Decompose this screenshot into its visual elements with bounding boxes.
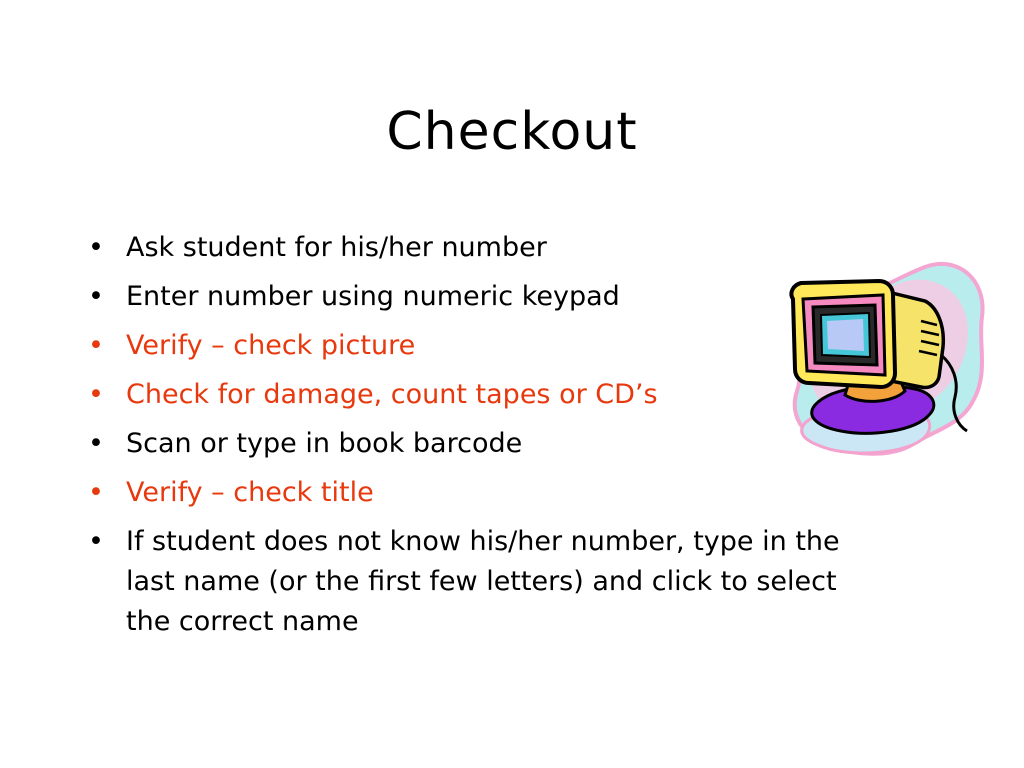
bullet-dot: • xyxy=(88,526,104,557)
bullet-item xyxy=(84,473,904,513)
bullet-dot: • xyxy=(88,428,104,459)
bullet-dot: • xyxy=(88,477,104,508)
bullet-text: Scan or type in book barcode xyxy=(126,428,523,459)
bullet-text: Check for damage, count tapes or CD’s xyxy=(126,379,658,410)
bullet-dot: • xyxy=(88,281,104,312)
bullet-text: Verify – check title xyxy=(126,477,374,508)
bullet-dot: • xyxy=(88,232,104,263)
bullet-text: If student does not know his/her number, type in the last name (or the first few letters) and click to select the correct name xyxy=(126,526,840,637)
computer-monitor-icon xyxy=(775,255,990,460)
bullet-text: Ask student for his/her number xyxy=(126,232,547,263)
bullet-dot: • xyxy=(88,330,104,361)
bullet-text: Verify – check picture xyxy=(126,330,416,361)
slide-title: Checkout xyxy=(386,102,638,162)
bullet-dot: • xyxy=(88,379,104,410)
bullet-item xyxy=(84,522,876,642)
bullet-text: Enter number using numeric keypad xyxy=(126,281,620,312)
